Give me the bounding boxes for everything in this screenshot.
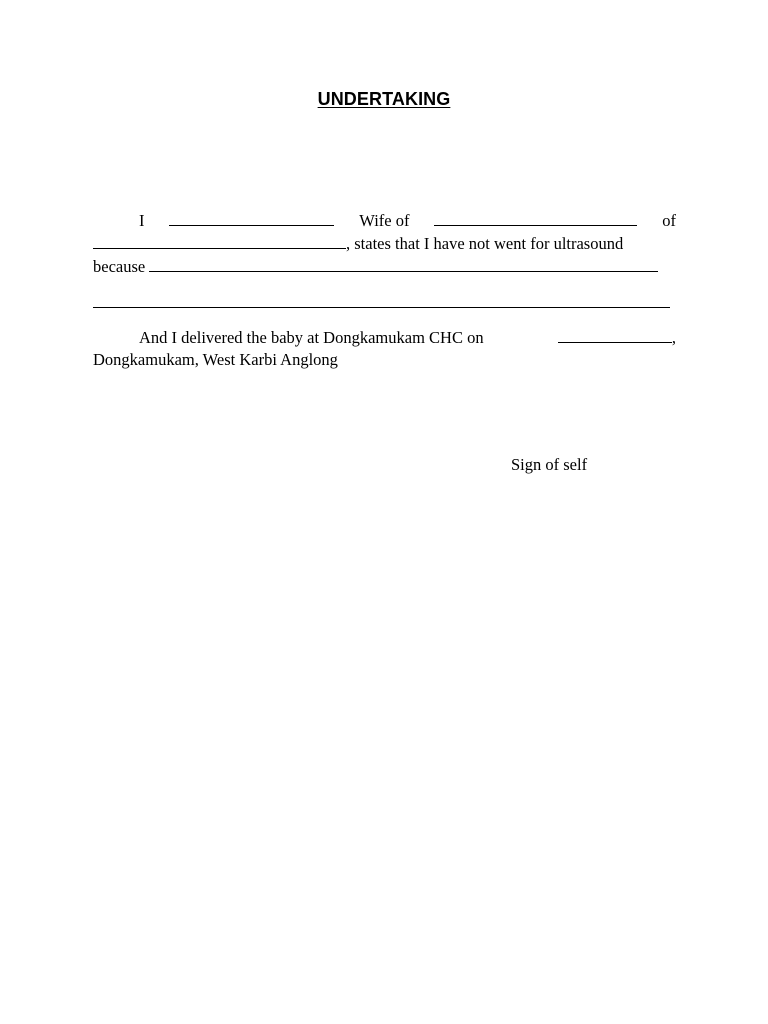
para1-line2 <box>93 231 676 255</box>
states-text: , states that I have not went for ultrasound <box>346 234 624 253</box>
para1-line3 <box>93 254 676 278</box>
para2-line2 <box>93 348 676 371</box>
word-wife-of: Wife of <box>359 211 410 230</box>
delivery-text: And I delivered the baby at Dongkamukam CHC on <box>139 328 484 347</box>
word-i: I <box>139 211 145 230</box>
husband-name-blank[interactable] <box>434 208 637 226</box>
word-of: of <box>662 211 676 230</box>
location-text: Dongkamukam, West Karbi Anglong <box>93 350 338 369</box>
delivery-comma: , <box>671 328 676 347</box>
signature-label: Sign of self <box>511 455 588 474</box>
para2-line1 <box>139 325 676 349</box>
address-blank[interactable] <box>93 231 346 249</box>
because-label: because <box>93 257 146 276</box>
para1-line4 <box>93 290 676 314</box>
delivery-date-blank[interactable] <box>558 325 672 343</box>
para1-line1 <box>139 208 676 232</box>
document-title: UNDERTAKING <box>317 89 451 109</box>
reason-blank[interactable] <box>149 254 658 272</box>
reason-blank-continued[interactable] <box>93 290 670 308</box>
name-blank[interactable] <box>169 208 334 226</box>
